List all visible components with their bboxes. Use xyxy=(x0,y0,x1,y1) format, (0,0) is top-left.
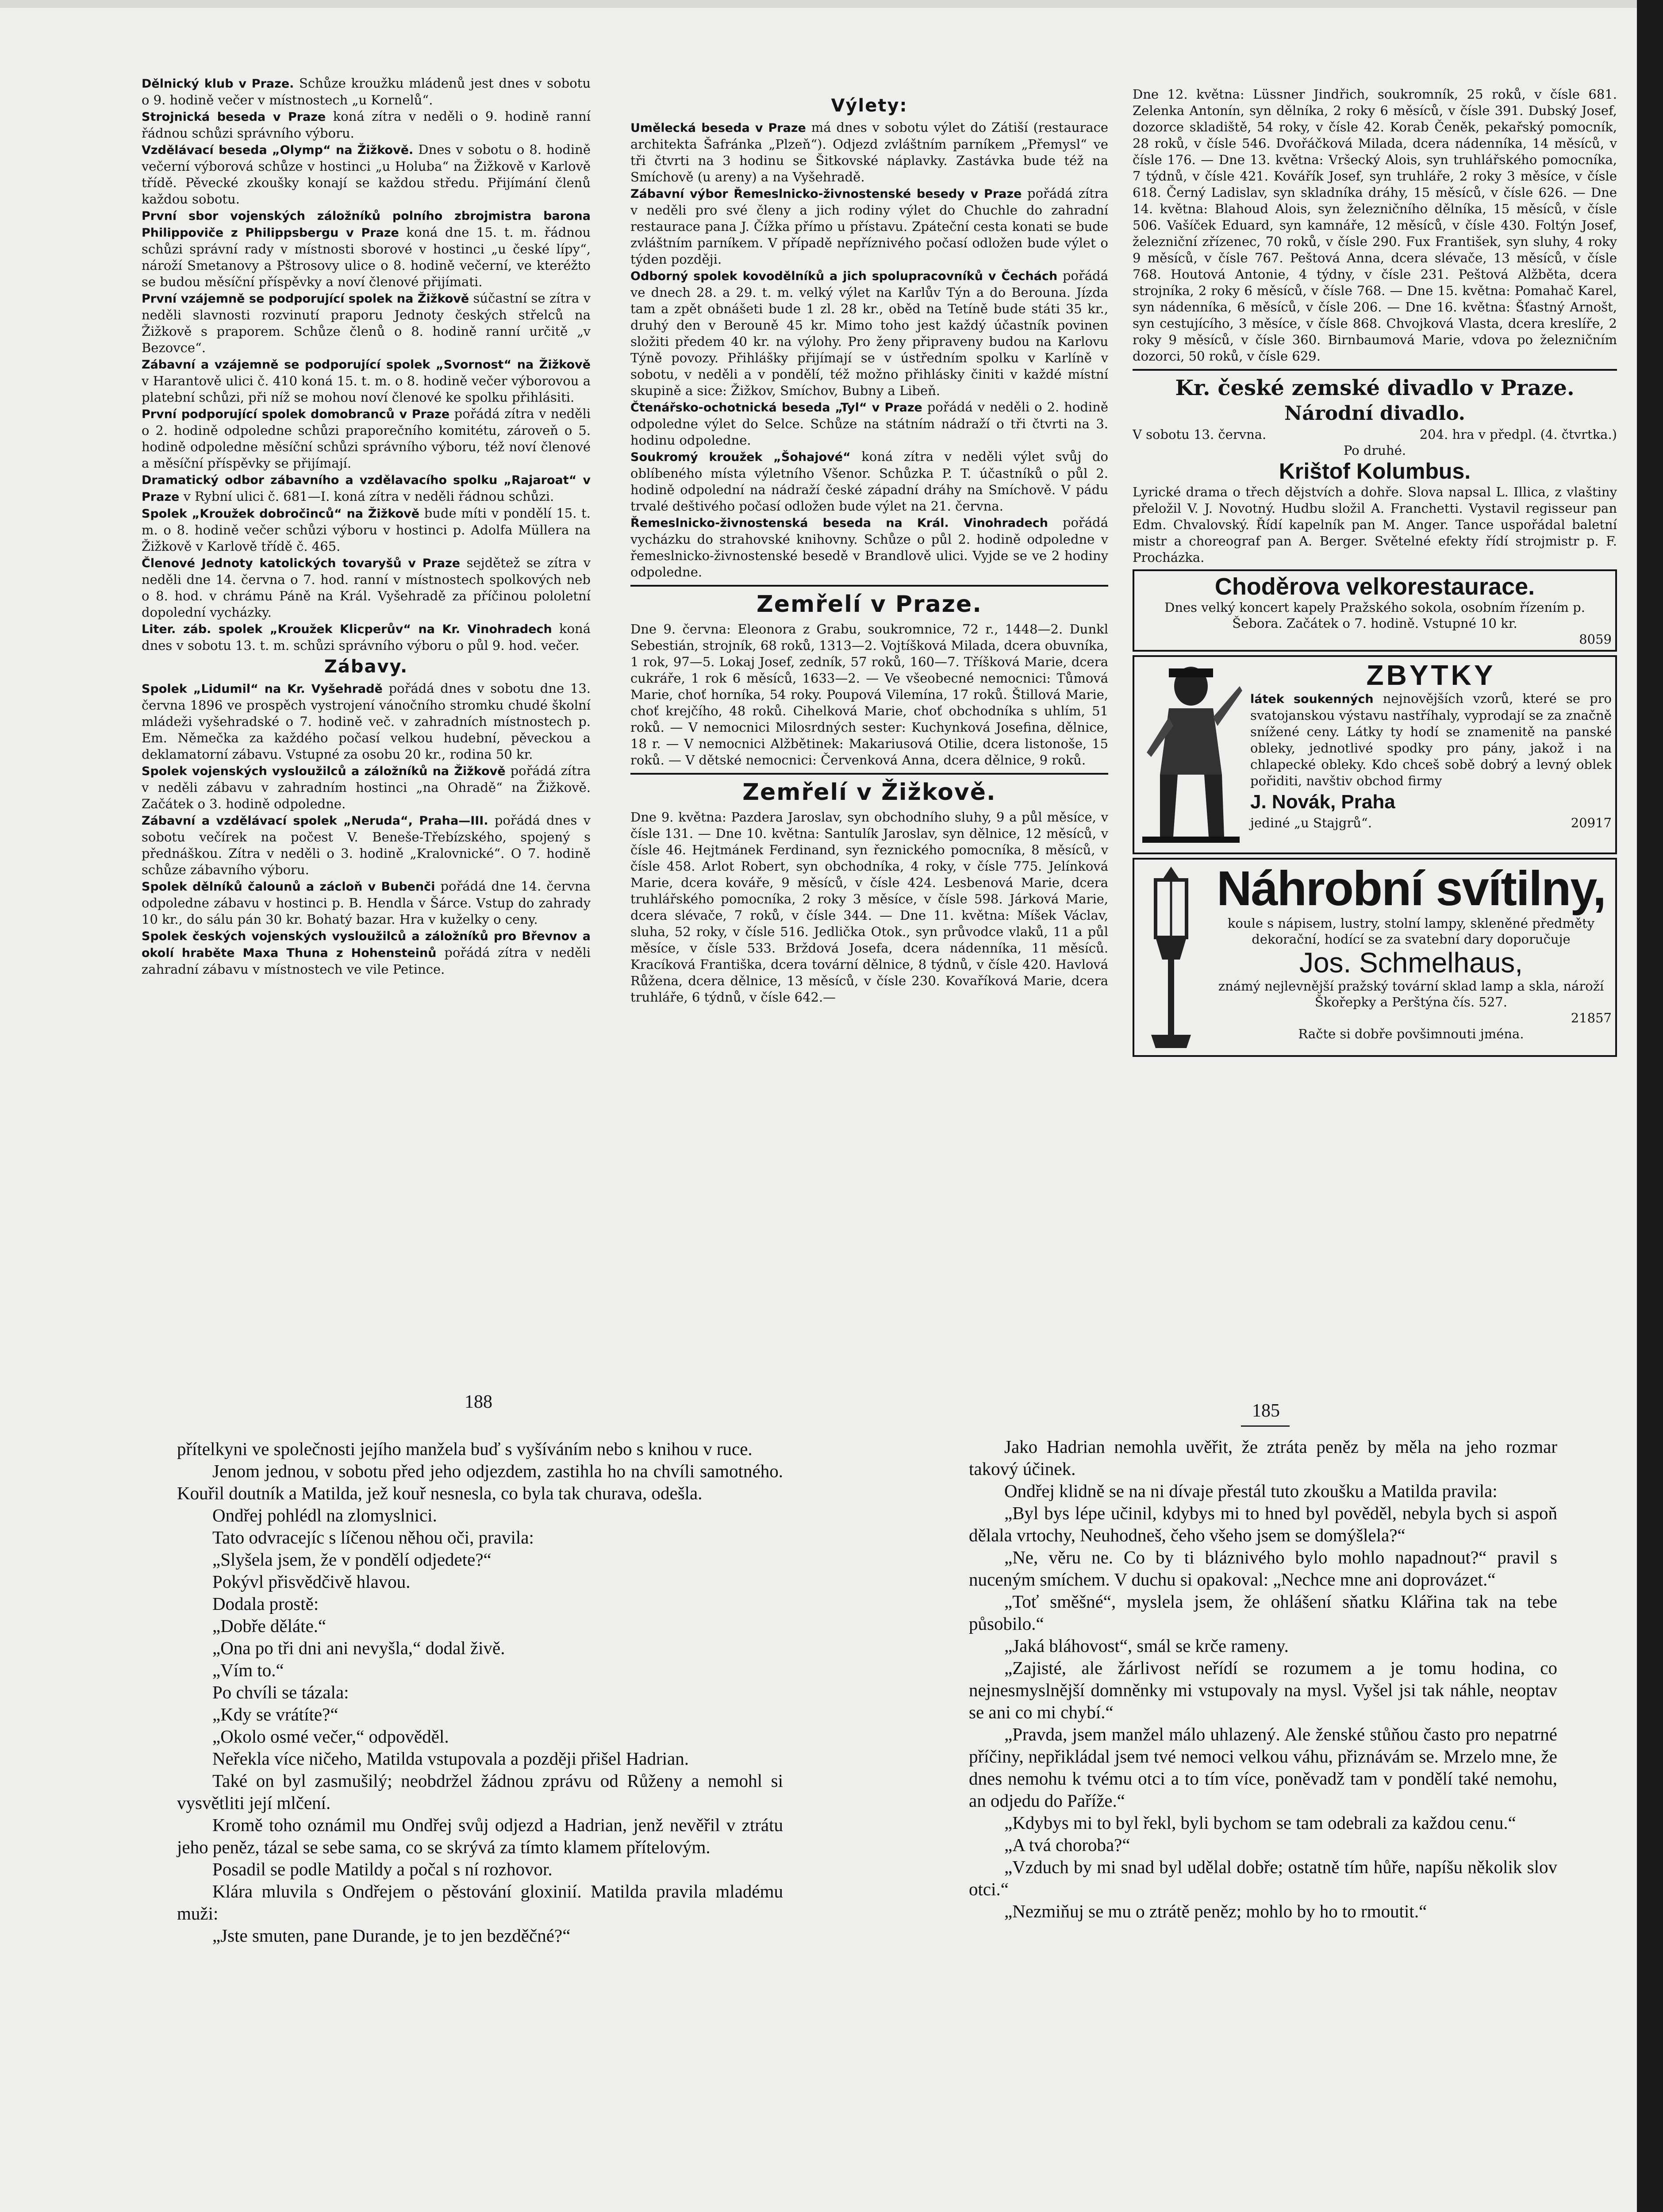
novel-paragraph: „Byl bys lépe učinil, kdybys mi to hned byl pověděl, nebyla bych si aspoň dělala vrtochy, Neuhodneš, čeho všeho jsem se domýšlela?“ xyxy=(969,1503,1557,1545)
novel-paragraph: Dodala prostě: xyxy=(212,1594,319,1614)
novel-paragraph: Posadil se podle Matildy a počal s ní rozhovor. xyxy=(212,1859,553,1879)
notice-text: pořádá dne 14. června odpoledne zábavu v hostinci p. B. Hendla v Šárce. Vstup do zahrady 10 kr., do sálu pán 30 kr. Bohatý bazar. Hra v kuželky o ceny. xyxy=(142,879,591,927)
fabric-ad xyxy=(1133,655,1617,854)
novel-paragraph: „Zajisté, ale žárlivost neřídí se rozumem a je tomu hodina, co nejnesmyslnější domněnky mi vstupovaly na mysl. Vyšel jsi tak náhle, neoptav se ani co mi chybí.“ xyxy=(969,1658,1557,1722)
lamp-text: koule s nápisem, lustry, stolní lampy, skleněné předměty dekorační, hodící se za svatební dary doporučuje xyxy=(1227,916,1595,947)
notice-lead: Dělnický klub v Praze. xyxy=(142,77,294,91)
restaurant-number: 8059 xyxy=(1579,632,1612,647)
notice-item xyxy=(142,763,591,812)
notice-lead: První vzájemně se podporující spolek na Žižkově xyxy=(142,292,469,306)
scan-top-edge xyxy=(0,0,1663,8)
novel-paragraph: „Kdy se vrátíte?“ xyxy=(212,1704,338,1724)
novel-paragraph: „Vím to.“ xyxy=(212,1660,284,1680)
notice-item xyxy=(630,449,1108,515)
heading-deaths-zizkov: Zemřelí v Žižkově. xyxy=(742,779,996,806)
novel-paragraph: „Kdybys mi to byl řekl, byli bychom se tam odebrali za každou cenu.“ xyxy=(1004,1813,1516,1833)
column-club-news xyxy=(142,75,591,1234)
notice-item xyxy=(630,515,1108,580)
notice-lead: Strojnická beseda v Praze xyxy=(142,110,326,124)
novel-paragraph: „Nezmiňuj se mu o ztrátě peněz; mohlo by ho to rmoutit.“ xyxy=(1004,1901,1427,1921)
fabric-lead: látek soukenných xyxy=(1250,692,1374,706)
notice-text: súčastní se zítra v neděli slavnosti rozvinutí praporu Jednoty českých střelců na Žižkově s praporem. Schůze členů o 8. hodině ranní určitě „v Bezovce“. xyxy=(142,291,591,355)
notice-item xyxy=(142,621,591,654)
notice-item xyxy=(142,356,591,406)
notice-lead: Liter. záb. spolek „Kroužek Klicperův“ na Kr. Vinohradech xyxy=(142,622,552,636)
notice-lead: Umělecká beseda v Praze xyxy=(630,121,806,135)
deaths-zizkov-continued: Dne 12. května: Lüssner Jindřich, soukromník, 25 roků, v čísle 681. Zelenka Antonín, syn dělníka, 2 roky 6 měsíců, v čísle 391. Dubský Josef, dozorce skladiště, 54 roky, v čísle 42. Korab Čeněk, pekařský pomocník, 28 roků, v čísle 546. Dvořáčková Milada, dcera nádenníka, 14 měsíců, v čísle 176. — Dne 13. května: Vršecký Alois, syn truhlářského pomocníka, 7 týdnů, v čísle 421. Kovářík Josef, syn truhláře, 2 roky 3 měsíce, v čísle 618. Černý Ladislav, syn skladníka dráhy, 15 měsíců, v čísle 626. — Dne 14. května: Blahoud Alois, syn železničního dělníka, 15 měsíců, v čísle 506. Vašíček Eduard, syn kamnáře, 12 měsíců, v čísle 430. Foltýn Josef, železniční zřízenec, 70 roků, v čísle 290. Fux František, syn sluhy, 4 roky 9 měsíců, v čísle 767. Peštová Anna, dcera slévače, 13 měsíců, v čísle 768. Houtová Antonie, 4 týdny, v čísle 231. Peštová Alžběta, dcera strojníka, 2 roky 6 měsíců, v čísle 768. — Dne 15. května: Pomahač Karel, syn nádenníka, 6 měsíců, v čísle 206. — Dne 16. května: Šťastný Arnošt, syn cestujícího, 3 měsíce, v čísle 868. Chvojková Vlasta, dcera kreslíře, 2 roky 9 měsíců, v čísle 360. Birnbaumová Marie, vdova po železničním dozorci, 50 roků, v čísle 629. xyxy=(1133,87,1617,364)
page-number-left: 188 xyxy=(465,1392,492,1412)
restaurant-ad xyxy=(1133,569,1617,652)
notice-item xyxy=(630,268,1108,399)
notice-lead: Odborný spolek kovodělníků a jich spolupracovníků v Čechách xyxy=(630,269,1058,283)
notice-lead: Členové Jednoty katolických tovaryšů v Praze xyxy=(142,557,461,570)
lamp-ad xyxy=(1133,858,1617,1057)
novel-paragraph: Po chvíli se tázala: xyxy=(212,1682,349,1702)
theatre-description: Lyrické drama o třech dějstvích a dohře. Slova napsal L. Illica, z vlaštiny přeložil V. J. Novotný. Hudbu složil A. Franchetti. Vystavil regisseur pan Edm. Chvalovský. Řídí kapelník pan M. Anger. Tance uspořádal baletní mistr a choreograf pan A. Berger. Světelné efekty řídí strojmistr p. F. Procházka. xyxy=(1133,484,1617,565)
theatre-start: Po druhé. xyxy=(1343,443,1406,458)
novel-paragraph: „Slyšela jsem, že v pondělí odjedete?“ xyxy=(212,1549,492,1570)
lamp-text2: známý nejlevnější pražský tovární sklad lamp a skla, nároží Škořepky a Perštýna čís. 527. xyxy=(1218,979,1604,1010)
notice-text: sejdětež se zítra v neděli dne 14. června o 7. hod. ranní v místnostech spolkových neb o 8. hod. v chrámu Páně na Král. Vyšehradě za příčinou pololetní dopolední vycházky. xyxy=(142,555,591,620)
notice-text: pořádá zítra v neděli zahradní zábavu v místnostech ve vile Petince. xyxy=(142,945,591,977)
notice-lead: Zábavní a vzájemně se podporující spolek „Svornost“ na Žižkově xyxy=(142,358,591,372)
deaths-zizkov-text: Dne 9. května: Pazdera Jaroslav, syn obchodního sluhy, 9 a půl měsíce, v čísle 131. — Dne 10. května: Santulík Jaroslav, syn dělnice, 12 měsíců, v čísle 46. Hejtmánek Ferdinand, syn řeznického pomocníka, 8 měsíců, v čísle 458. Arlot Robert, syn obchodníka, 4 roky, v čísle 775. Jelínková Marie, dcera kováře, 9 měsíců, v čísle 424. Lesbenová Marie, dcera truhlářského pomocníka, 2 roky 3 měsíce, v čísle 598. Járková Marie, dcera slévače, 7 roků, v čísle 344. — Dne 11. května: Míšek Václav, sluha, 52 roky, v čísle 516. Jedlička Otok., syn průvodce vlaků, 11 a půl měsíce, v čísle 533. Brždová Josefa, dcera nádenníka, 11 měsíců. Kracíková Františka, dcera tovární dělnice, 8 týdnů, v čísle 420. Havlová Růžena, dcera dělnice, 13 měsíců, v čísle 230. Kovaříková Marie, dcera truhláře, 6 týdnů, v čísle 642.— xyxy=(630,810,1108,1005)
notice-text: má dnes v sobotu výlet do Zátiší (restaurace architekta Šafránka „Plzeň“). Odjezd zvláštním parníkem „Přemysl“ ve tři čtvrti na 3 hodinu se Šitkovské náplavky. Zastávka bude též na Smíchově (u areny) a na Vyšehradě. xyxy=(630,120,1108,184)
notice-text: pořádá ve dnech 28. a 29. t. m. velký výlet na Karlův Týn a do Berouna. Jízda tam a zpět obnášeti bude 1 zl. 28 kr., oběd na Tetíně bude státi 35 kr., druhý den v Berouně 45 kr. Mimo toho jest každý účastník povinen složiti předem 40 kr. na výlohy. Pro ženy připraveny budou na Karlovu Týně povozy. Přihlášky přijímají se v ústředním spolku v Karlíně v sobotu, v neděli a v pondělí, též možno přihlásky činiti v každé místní skupině a sice: Žižkov, Smíchov, Bubny a Libeň. xyxy=(630,268,1108,398)
notice-lead: Spolek dělníků čalounů a zácloň v Bubenči xyxy=(142,880,435,894)
notice-text: koná dne 15. t. m. řádnou schůzi správní rady v místnosti sborové v hostinci „u české lípy“, nároží Smetanovy a Pštrosovy ulice o 8. hodině večerní, ve kteréžto se budou měsíční příspěvky a noví členové přijímati. xyxy=(142,225,591,289)
novel-paragraph: Klára mluvila s Ondřejem o pěstování gloxinií. Matilda pravila mladému muži: xyxy=(177,1881,783,1924)
notice-text: v Rybní ulici č. 681—I. koná zítra v neděli řádnou schůzi. xyxy=(179,489,554,504)
notice-lead: Soukromý kroužek „Šohajové“ xyxy=(630,450,851,464)
notice-item xyxy=(630,399,1108,449)
fabric-firm: J. Novák, Praha xyxy=(1250,791,1395,813)
novel-paragraph: „Dobře děláte.“ xyxy=(212,1616,326,1636)
novel-page-right xyxy=(969,1436,1557,2212)
notice-item xyxy=(142,878,591,928)
theatre-title: Kr. české zemské divadlo v Praze. xyxy=(1175,376,1575,400)
notice-text: v Harantově ulici č. 410 koná 15. t. m. o 8. hodině večer výborovou a platební schůzi, při níž se mohou noví členové ke spolku přihlásiti. xyxy=(142,373,591,405)
novel-paragraph: Kromě toho oznámil mu Ondřej svůj odjezd a Hadrian, jenž nevěřil v ztrátu jeho peněz, tázal se sebe sama, co se skrývá za tímto klamem přítelovým. xyxy=(177,1815,783,1857)
novel-paragraph: „Ona po tři dni ani nevyšla,“ dodal živě. xyxy=(212,1638,505,1658)
notice-text: Dnes v sobotu o 8. hodině večerní výborová schůze v hostinci „u Holuba“ na Žižkově v Karlově třídě. Pěvecké zkoušky konají se každou středu. Přijímání členů každou sobotu. xyxy=(142,142,591,207)
entertainment-notices xyxy=(142,680,591,978)
column-ads xyxy=(1133,86,1617,1245)
novel-paragraph: „Pravda, jsem manžel málo uhlazený. Ale ženské stůňou často pro nepatrné příčiny, nepřikládal jsem tvé nemoci velkou váhu, přiznávám se. Mrzelo mne, že dnes nemohu k tvému otci a to tím více, poněvadž tam v pondělí také nemohu, an odjedu do Paříže.“ xyxy=(969,1724,1557,1811)
fabric-address: jediné „u Stajgrů“. xyxy=(1250,815,1372,830)
notice-text: koná zítra v neděli výlet svůj do oblíbeného místa výletního Všenor. Schůzka P. T. účastníků o půl 2. hodině odpolední na nádraží české západní dráhy na Smíchově. V pádu trvalé deštivého počasí odložen bude výlet na 21. června. xyxy=(630,449,1108,514)
notice-lead: Vzdělávací beseda „Olymp“ na Žižkově. xyxy=(142,143,414,157)
novel-paragraph: Ondřej klidně se na ni dívaje přestál tuto zkoušku a Matilda pravila: xyxy=(1004,1481,1498,1501)
notice-text: pořádá dnes v sobotu večírek na počest V. Beneše-Třebízského, spojený s přednáškou. Zítra v neděli o 3. hodině „Kralovnické“. O 7. hodině schůze zábavního výboru. xyxy=(142,813,591,877)
notice-text: pořádá zítra v neděli zábavu v zahradním hostinci „na Ohradě“ na Žižkově. Začátek o 3. hodině odpoledne. xyxy=(142,763,591,811)
page-number-right: 185 xyxy=(1252,1401,1280,1421)
tailor-figure-icon xyxy=(1138,660,1244,850)
notice-item xyxy=(142,928,591,978)
notice-lead: Řemeslnicko-živnostenská beseda na Král. Vinohradech xyxy=(630,516,1048,530)
restaurant-title: Choděrova velkorestaurace. xyxy=(1214,573,1535,600)
notice-text: pořádá vycházku do strahovské knihovny. Schůze o půl 2. hodině odpoledne v řemeslnicko-živnostenské besedě v Brandlově ulici. Vyjde se ve 2 hodiny odpoledne. xyxy=(630,515,1108,580)
notice-lead: Spolek „Lidumil“ na Kr. Vyšehradě xyxy=(142,682,383,696)
notice-lead: Dramatický odbor zábavního a vzdělavacího spolku „Rajaroat“ v Praze xyxy=(142,473,591,504)
notice-lead: První sbor vojenských záložníků polního zbrojmistra barona Philippoviče z Philippsbergu v Praze xyxy=(142,209,591,240)
novel-paragraph: „Ne, věru ne. Co by ti bláznivého bylo mohlo napadnout?“ pravil s nuceným smíchem. V duchu si opakoval: „Nechce mne ani doprovázet.“ xyxy=(969,1547,1557,1590)
notice-item xyxy=(142,680,591,763)
novel-paragraph: Také on byl zasmušilý; neobdržel žádnou zprávu od Růženy a nemohl si vysvětliti její mlčení. xyxy=(177,1770,783,1813)
notice-item xyxy=(630,119,1108,185)
grave-lantern-icon xyxy=(1138,862,1204,1052)
novel-paragraph: „Vzduch by mi snad byl udělal dobře; ostatně tím hůře, napíšu několik slov otci.“ xyxy=(969,1857,1557,1899)
deaths-prague-text: Dne 9. června: Eleonora z Grabu, soukromnice, 72 r., 1448—2. Dunkl Sebestián, strojník, 68 roků, 1313—2. Vojtíšková Milada, dcera obuvníka, 1 rok, 97—5. Lokaj Josef, zedník, 57 roků, 160—7. Tříšková Marie, dcera cukráře, 1 rok 6 měsíců, 1633—2. — Ve všeobecné nemocnici: Tůmová Marie, choť horníka, 54 roky. Poupová Vilemína, 17 roků. Štillová Marie, choť krejčího, 48 roků. Cihelková Marie, choť obchodníka s uhlím, 51 roků. — V nemocnici Milosrdných sester: Kuchynková Josefina, dělnice, 18 r. — V nemocnici Alžbětinek: Makariusová Otilie, dcera listonoše, 15 roků. — V dětské nemocnici: Červenková Anna, dcera dělnice, 9 roků. xyxy=(630,622,1108,768)
novel-paragraph: Tato odvracejíc s líčenou něhou oči, pravila: xyxy=(212,1527,534,1548)
fabric-number: 20917 xyxy=(1571,815,1612,830)
trip-notices xyxy=(630,119,1108,580)
novel-paragraph: „Jste smuten, pane Durande, je to jen bezděčné?“ xyxy=(212,1925,571,1946)
divider xyxy=(630,585,1108,587)
notice-lead: Zábavní a vzdělávací spolek „Neruda“, Praha—III. xyxy=(142,814,488,828)
novel-page-left xyxy=(177,1438,783,2212)
notice-lead: Zábavní výbor Řemeslnicko-živnostenské besedy v Praze xyxy=(630,187,1022,201)
column-trips-deaths xyxy=(630,93,1108,1243)
novel-paragraph: „Toť směšné“, myslela jsem, že ohlášení sňatku Klářina tak na tebe působilo.“ xyxy=(969,1591,1557,1634)
scan-right-edge xyxy=(1637,0,1663,2212)
novel-paragraph: Neřekla více ničeho, Matilda vstupovala a později přišel Hadrian. xyxy=(212,1748,689,1769)
notice-item xyxy=(630,185,1108,268)
notice-text: Schůze kroužku mládenů jest dnes v sobotu o 9. hodině večer v místnostech „u Kornelů“. xyxy=(142,76,591,108)
heading-vylety: Výlety: xyxy=(831,96,908,116)
novel-paragraph: Ondřej pohlédl na zlomyslnici. xyxy=(212,1505,437,1525)
notice-lead: Čtenářsko-ochotnická beseda „Tyl“ v Praze xyxy=(630,401,922,415)
notice-item xyxy=(142,406,591,472)
club-notices xyxy=(142,75,591,654)
notice-item xyxy=(142,207,591,290)
notice-lead: Spolek „Kroužek dobročinců“ na Žižkově xyxy=(142,507,420,521)
heading-zabavy: Zábavy. xyxy=(324,657,408,677)
theatre-info: 204. hra v předpl. (4. čtvrtka.) xyxy=(1419,427,1617,442)
notice-item xyxy=(142,75,591,108)
notice-text: pořádá v neděli o 2. hodině odpoledne výlet do Selce. Schůze na státním nádraží o tři čtvrti na 3. hodinu odpoledne. xyxy=(630,399,1108,448)
notice-item xyxy=(142,472,591,505)
notice-lead: Spolek vojenských vysloužilců a záložníků na Žižkově xyxy=(142,764,506,778)
lamp-number: 21857 xyxy=(1571,1010,1612,1025)
notice-lead: Spolek českých vojenských vysloužilců a záložníků pro Břevnov a okolí hraběte Maxa Thuna z Hohensteinů xyxy=(142,929,591,960)
divider xyxy=(630,773,1108,775)
lamp-firm: Jos. Schmelhaus, xyxy=(1299,947,1523,979)
notice-text: pořádá zítra v neděli pro své členy a jich rodiny výlet do Chuchle do zahradní restaurace pana J. Čížka přímo u přístavu. Zpáteční cesta konati se bude zvláštním parníkem. V případě nepříznivého počasí odložen bude výlet o týden později. xyxy=(630,186,1108,267)
notice-item xyxy=(142,290,591,356)
notice-lead: První podporující spolek domobranců v Praze xyxy=(142,407,450,421)
notice-item xyxy=(142,555,591,621)
notice-text: koná dnes v sobotu 13. t. m. schůzi správního výboru o půl 9. hod. večer. xyxy=(142,621,591,653)
fabric-title: ZBYTKY xyxy=(1366,659,1496,691)
novel-paragraph: „Jaká bláhovost“, smál se krče rameny. xyxy=(1004,1636,1289,1656)
notice-text: pořádá dnes v sobotu dne 13. června 1896 ve prospěch vystrojení vánočního stromku chudé školní mládeži vyšehradské o 7. hodině več. v zahradních místnostech p. Em. Němečka za každého počasí velkou hudební, pěveckou a deklamatorní zábavu. Vstupné za osobu 20 kr., rodina 50 kr. xyxy=(142,681,591,762)
notice-text: koná zítra v neděli o 9. hodině ranní řádnou schůzi správního výboru. xyxy=(142,109,591,141)
theatre-ad xyxy=(1133,375,1617,566)
novel-paragraph: „A tvá choroba?“ xyxy=(1004,1835,1130,1855)
novel-paragraph: přítelkyni ve společnosti jejího manžela buď s vyšíváním nebo s knihou v ruce. xyxy=(177,1439,753,1459)
heading-deaths-prague: Zemřelí v Praze. xyxy=(757,591,982,618)
fabric-body: nejnovějších vzorů, které se pro svatojanskou výstavu nastříhaly, vyprodají se za značně snížené ceny. Látky ty hodí se znamenitě na panské obleky, jednotlivé spodky pro pány, jakož i na chlapecké obleky. Kdo chceš sobě dobrý a levný oblek pořiditi, navštiv obchod firmy xyxy=(1250,691,1612,788)
page-number-underline xyxy=(1241,1425,1290,1427)
restaurant-text: Dnes velký koncert kapely Pražského sokola, osobním řízením p. Šebora. Začátek o 7. hodině. Vstupné 10 kr. xyxy=(1164,600,1585,631)
notice-text: pořádá zítra v neděli o 2. hodině odpoledne schůzi praporečního komitétu, zároveň o 5. hodině odpoledne měsíční schůzi správního výboru, též noví členové a měsíční příspěvky se přijímají. xyxy=(142,406,591,471)
theatre-subtitle: Národní divadlo. xyxy=(1284,402,1465,425)
novel-paragraph: „Okolo osmé večer,“ odpověděl. xyxy=(212,1726,449,1747)
lamp-title: Náhrobní svítilny, xyxy=(1217,861,1605,916)
notice-item xyxy=(142,505,591,555)
fabric-text xyxy=(1250,691,1612,789)
novel-paragraph: Pokývl přisvědčivě hlavou. xyxy=(212,1571,411,1592)
notice-item xyxy=(142,108,591,142)
notice-item xyxy=(142,142,591,207)
theatre-date: V sobotu 13. června. xyxy=(1133,427,1267,442)
notice-item xyxy=(142,812,591,878)
novel-paragraph: Jenom jednou, v sobotu před jeho odjezdem, zastihla ho na chvíli samotného. Kouřil doutník a Matilda, jež kouř nesnesla, co byla tak churava, odešla. xyxy=(177,1461,783,1503)
lamp-end: Račte si dobře povšimnouti jména. xyxy=(1298,1026,1524,1041)
novel-paragraph: Jako Hadrian nemohla uvěřit, že ztráta peněz by měla na jeho rozmar takový účinek. xyxy=(969,1436,1557,1479)
divider xyxy=(1133,369,1617,371)
notice-text: bude míti v pondělí 15. t. m. o 8. hodině večer schůzi výboru v hostinci p. Adolfa Müllera na Žižkově v Karlově třídě č. 465. xyxy=(142,506,591,554)
theatre-play: Krištof Kolumbus. xyxy=(1279,459,1471,484)
